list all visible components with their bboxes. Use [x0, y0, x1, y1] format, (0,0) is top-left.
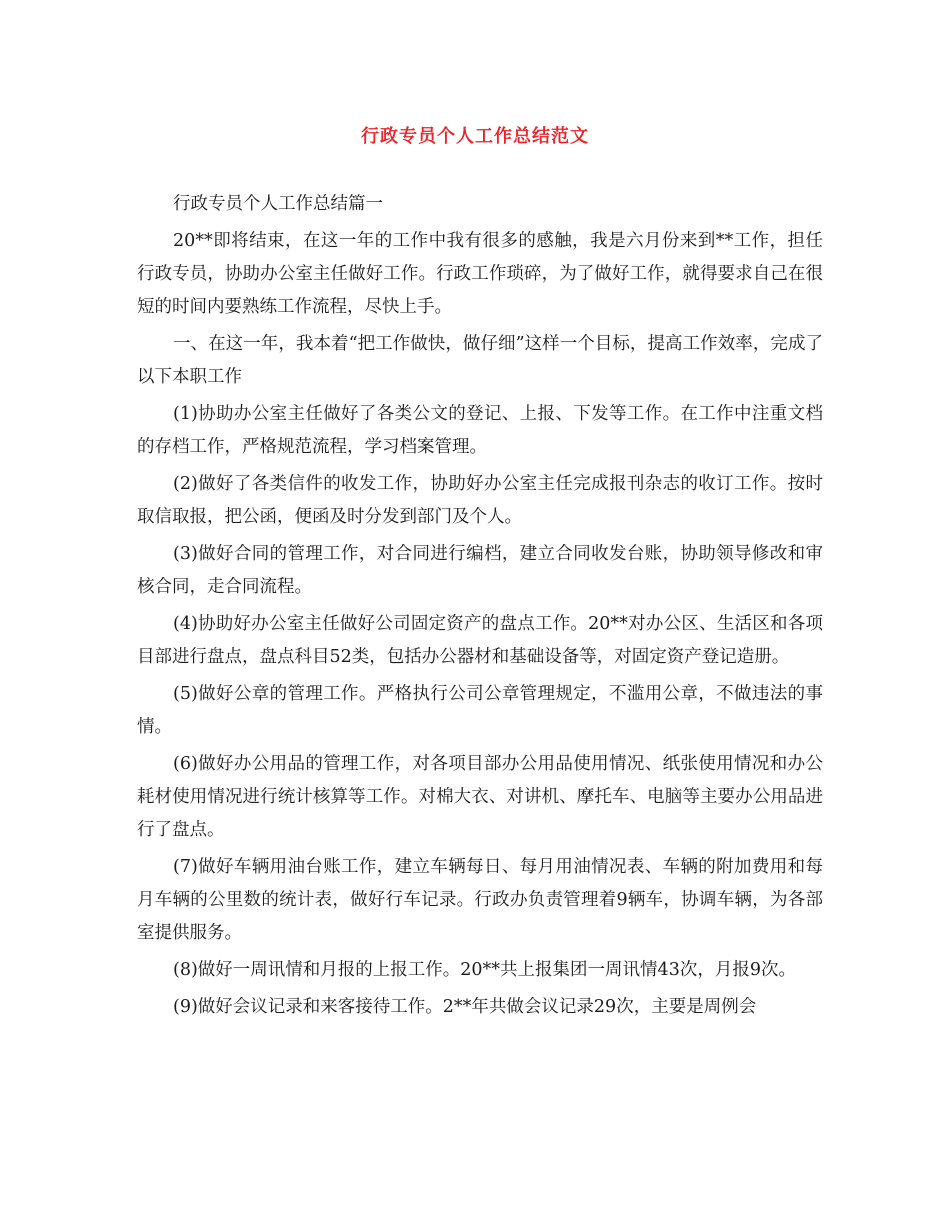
paragraph-item-9: (9)做好会议记录和来客接待工作。2**年共做会议记录29次，主要是周例会: [173, 997, 757, 1017]
paragraph-item-8: (8)做好一周讯情和月报的上报工作。20**共上报集团一周讯情43次，月报9次。: [173, 960, 796, 980]
paragraph-section-one: 一、在这一年，我本着“把工作做快，做仔细”这样一个目标，提高工作效率，完成了以下本职工作: [137, 334, 823, 387]
paragraph-item-6: (6)做好办公用品的管理工作，对各项目部办公用品使用情况、纸张使用情况和办公耗材使用情况进行统计核算等工作。对棉大衣、对讲机、摩托车、电脑等主要办公用品进行了盘点。: [137, 754, 823, 840]
paragraph-item-7: (7)做好车辆用油台账工作，建立车辆每日、每月用油情况表、车辆的附加费用和每月车辆的公里数的统计表，做好行车记录。行政办负责管理着9辆车，协调车辆，为各部室提供服务。: [137, 857, 823, 943]
document-body: [137, 188, 823, 1028]
paragraph-intro: 20**即将结束，在这一年的工作中我有很多的感触，我是六月份来到**工作，担任行政专员，协助办公室主任做好工作。行政工作琐碎，为了做好工作，就得要求自己在很短的时间内要熟练工作流程，尽快上手。: [137, 231, 823, 317]
section-heading: 行政专员个人工作总结篇一: [173, 194, 383, 214]
paragraph-item-2: (2)做好了各类信件的收发工作，协助好办公室主任完成报刊杂志的收订工作。按时取信取报，把公函，便函及时分发到部门及个人。: [137, 474, 823, 527]
paragraph-item-4: (4)协助好办公室主任做好公司固定资产的盘点工作。20**对办公区、生活区和各项目部进行盘点，盘点科目52类，包括办公器材和基础设备等，对固定资产登记造册。: [137, 614, 823, 667]
document-title: 行政专员个人工作总结范文: [361, 126, 589, 147]
paragraph-item-5: (5)做好公章的管理工作。严格执行公司公章管理规定，不滥用公章，不做违法的事情。: [137, 684, 823, 737]
paragraph-item-1: (1)协助办公室主任做好了各类公文的登记、上报、下发等工作。在工作中注重文档的存档工作，严格规范流程，学习档案管理。: [137, 404, 823, 457]
paragraph-item-3: (3)做好合同的管理工作，对合同进行编档，建立合同收发台账，协助领导修改和审核合同，走合同流程。: [137, 544, 823, 597]
